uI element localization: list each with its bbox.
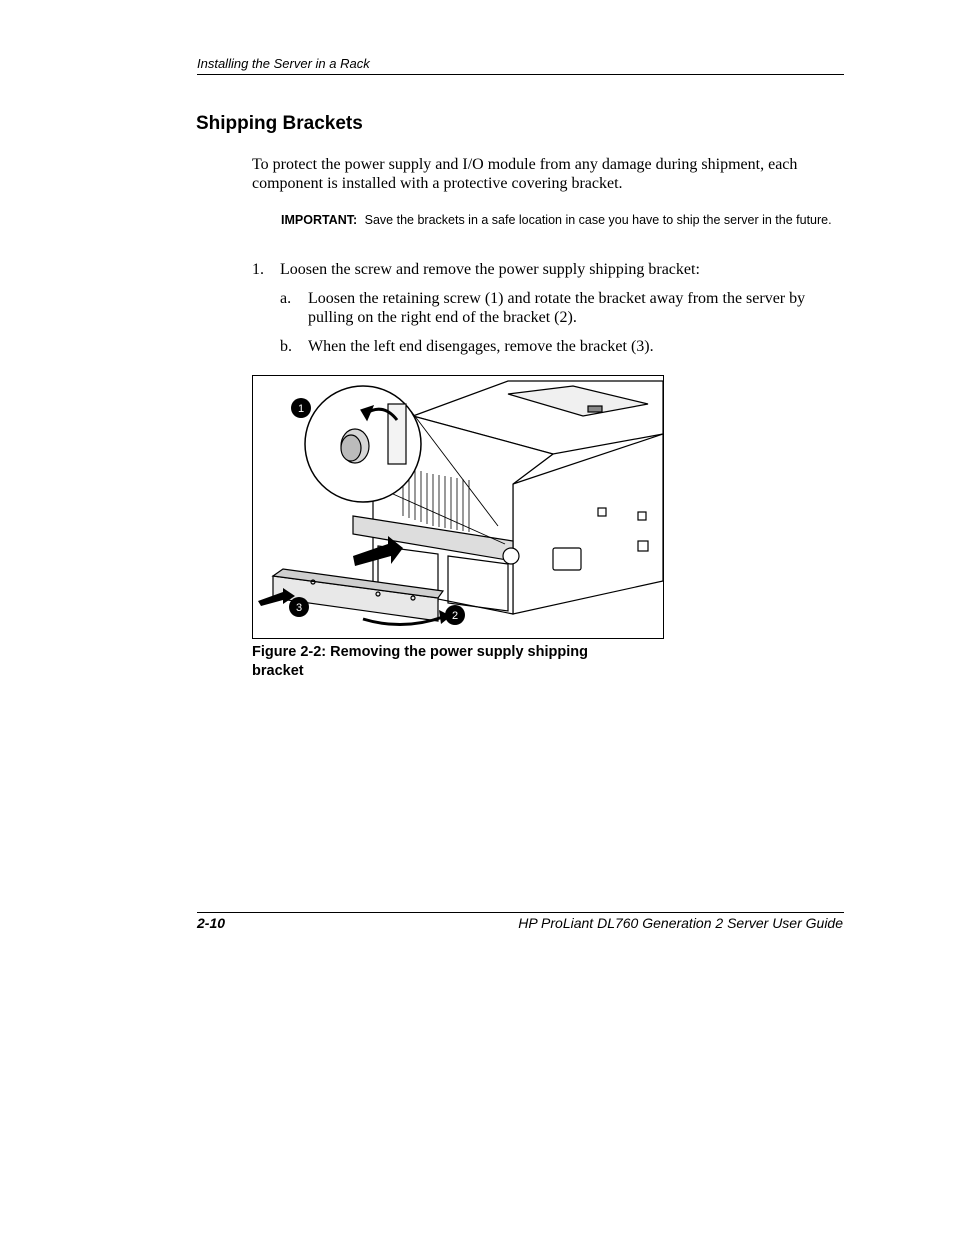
- important-label: IMPORTANT:: [281, 213, 358, 227]
- footer-rule: [197, 912, 844, 913]
- svg-text:2: 2: [451, 610, 459, 622]
- substep-b: [280, 338, 847, 357]
- important-note: [281, 212, 843, 229]
- header-rule: [197, 74, 844, 75]
- substep-a: [280, 290, 847, 327]
- intro-paragraph: To protect the power supply and I/O module from any damage during shipment, each component is installed with a protective covering bracket.: [252, 156, 798, 192]
- figure-illustration: [252, 375, 664, 639]
- figure-caption: Figure 2-2: Removing the power supply shipping bracket: [252, 644, 588, 679]
- top-label: [588, 406, 602, 412]
- important-text: Save the brackets in a safe location in case you have to ship the server in the future.: [364, 213, 832, 227]
- step-text: Loosen the screw and remove the power supply shipping bracket:: [280, 261, 700, 278]
- substep-letter: b.: [280, 338, 292, 355]
- server-bracket-diagram: [253, 376, 663, 638]
- callout-2: [445, 605, 465, 625]
- svg-text:1: 1: [297, 403, 305, 415]
- substep-text: When the left end disengages, remove the bracket (3).: [308, 338, 654, 355]
- running-header: Installing the Server in a Rack: [197, 56, 370, 71]
- retaining-screw: [503, 548, 519, 564]
- callout-3: [289, 597, 309, 617]
- callout-1: [291, 398, 311, 418]
- section-title: Shipping Brackets: [196, 113, 363, 134]
- step-number: 1.: [252, 261, 264, 278]
- svg-text:3: 3: [295, 602, 303, 614]
- substep-text: Loosen the retaining screw (1) and rotate the bracket away from the server by pulling on the right end of the bracket (2).: [308, 290, 806, 326]
- substep-letter: a.: [280, 290, 292, 307]
- page-number: 2-10: [197, 915, 226, 931]
- guide-title: HP ProLiant DL760 Generation 2 Server User Guide: [518, 915, 843, 931]
- step-1: [252, 261, 847, 280]
